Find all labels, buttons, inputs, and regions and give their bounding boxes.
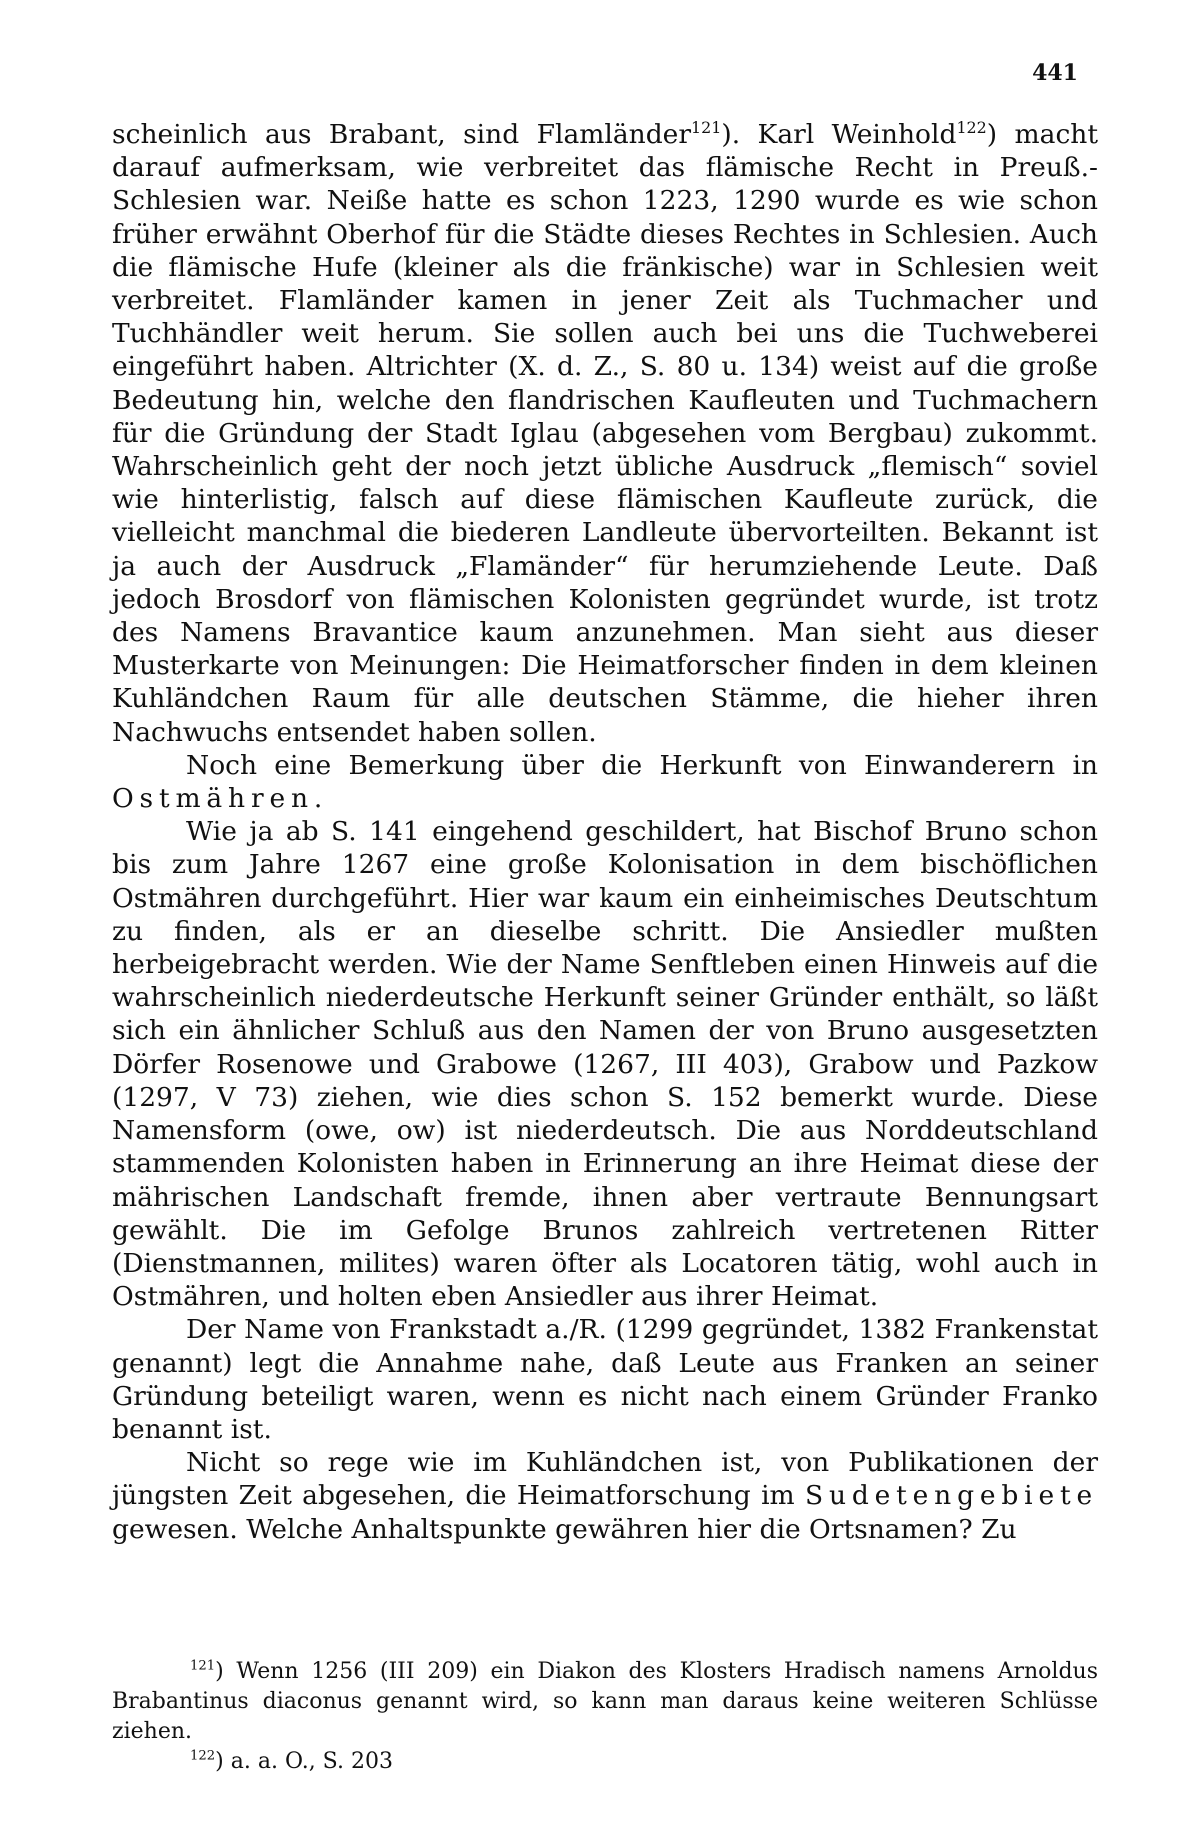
text-run: Der Name von Frankstadt a./R. (1299 gegründet, 1382 Frankenstat genannt) legt die Annahme nahe, daß Leute aus Franken an seiner Gründung beteiligt waren, wenn es nicht nach einem Gründer Franko benannt ist. bbox=[112, 1314, 1098, 1445]
text-run: ). Karl Weinhold bbox=[721, 119, 957, 150]
footnote-marker: 122 bbox=[956, 118, 987, 138]
paragraph-2 bbox=[112, 749, 1098, 815]
text-run: Nicht so rege wie im Kuhländchen ist, von Publikationen der jüngsten Zeit abgesehen, die Heimatforschung im bbox=[112, 1447, 1098, 1512]
footnote-marker: 122 bbox=[190, 1748, 216, 1764]
paragraph-1 bbox=[112, 118, 1098, 749]
footnote-marker: 121 bbox=[190, 1658, 216, 1674]
paragraph-5 bbox=[112, 1446, 1098, 1546]
text-run: ) a. a. O., S. 203 bbox=[215, 1749, 393, 1774]
footnotes bbox=[112, 1657, 1098, 1777]
footnote-122 bbox=[112, 1747, 1098, 1777]
page-number: 441 bbox=[1032, 60, 1078, 86]
footnote-marker: 121 bbox=[691, 118, 722, 138]
footnote-121 bbox=[112, 1657, 1098, 1747]
text-run: gewesen. Welche Anhaltspunkte gewähren hier die Ortsnamen? Zu bbox=[112, 1513, 1017, 1545]
text-run: . bbox=[313, 783, 323, 815]
spaced-text: Sudetengebiete bbox=[805, 1480, 1098, 1512]
spaced-text: Ostmähren bbox=[112, 783, 314, 815]
text-run: scheinlich aus Brabant, sind Flamländer bbox=[112, 119, 692, 150]
text-run: Noch eine Bemerkung über die Herkunft von Einwanderern in bbox=[186, 749, 1098, 781]
body-text bbox=[112, 118, 1098, 1546]
paragraph-3 bbox=[112, 815, 1098, 1313]
text-run: ) macht darauf aufmerksam, wie verbreitet das flämische Recht in Preuß.-Schlesien war. Neiße hatte es schon 1223, 1290 wurde es wie schon früher erwähnt Oberhof für die Städte dieses Rechtes in Schlesien. Auch die flämische Hufe (kleiner als die fränkische) war in Schlesien weit verbreitet. Flamländer kamen in jener Zeit als Tuchmacher und Tuchhändler weit herum. Sie sollen auch bei uns die Tuchweberei eingeführt haben. Altrichter (X. d. Z., S. 80 u. 134) weist auf die große Bedeutung hin, welche den flandrischen Kaufleuten und Tuchmachern für die Gründung der Stadt Iglau (abgesehen vom Bergbau) zukommt. Wahrscheinlich geht der noch jetzt übliche Ausdruck „flemisch“ soviel wie hinterlistig, falsch auf diese flämischen Kaufleute zurück, die vielleicht manchmal die biederen Landleute übervorteilten. Bekannt ist ja auch der Ausdruck „Flamänder“ für herumziehende Leute. Daß jedoch Brosdorf von flämischen Kolonisten gegründet wurde, ist trotz des Namens Bravantice kaum anzunehmen. Man sieht aus dieser Musterkarte von Meinungen: Die Heimatforscher finden in dem kleinen Kuhländchen Raum für alle deutschen Stämme, die hieher ihren Nachwuchs entsendet haben sollen. bbox=[112, 119, 1098, 748]
text-run: Wie ja ab S. 141 eingehend geschildert, hat Bischof Bruno schon bis zum Jahre 1267 eine große Kolonisation in dem bischöflichen Ostmähren durchgeführt. Hier war kaum ein einheimisches Deutschtum zu finden, als er an dieselbe schritt. Die Ansiedler mußten herbeigebracht werden. Wie der Name Senftleben einen Hinweis auf die wahrscheinlich niederdeutsche Herkunft seiner Gründer enthält, so läßt sich ein ähnlicher Schluß aus den Namen der von Bruno ausgesetzten Dörfer Rosenowe und Grabowe (1267, III 403), Grabow und Pazkow (1297, V 73) ziehen, wie dies schon S. 152 bemerkt wurde. Diese Namensform (owe, ow) ist niederdeutsch. Die aus Norddeutschland stammenden Kolonisten haben in Erinnerung an ihre Heimat diese der mährischen Landschaft fremde, ihnen aber vertraute Bennungsart gewählt. Die im Gefolge Brunos zahlreich vertretenen Ritter (Dienstmannen, milites) waren öfter als Locatoren tätig, wohl auch in Ostmähren, und holten eben Ansiedler aus ihrer Heimat. bbox=[112, 816, 1098, 1313]
paragraph-4 bbox=[112, 1313, 1098, 1446]
text-run: ) Wenn 1256 (III 209) ein Diakon des Klosters Hradisch namens Arnoldus Brabantinus diaconus genannt wird, so kann man daraus keine weiteren Schlüsse ziehen. bbox=[112, 1659, 1098, 1744]
